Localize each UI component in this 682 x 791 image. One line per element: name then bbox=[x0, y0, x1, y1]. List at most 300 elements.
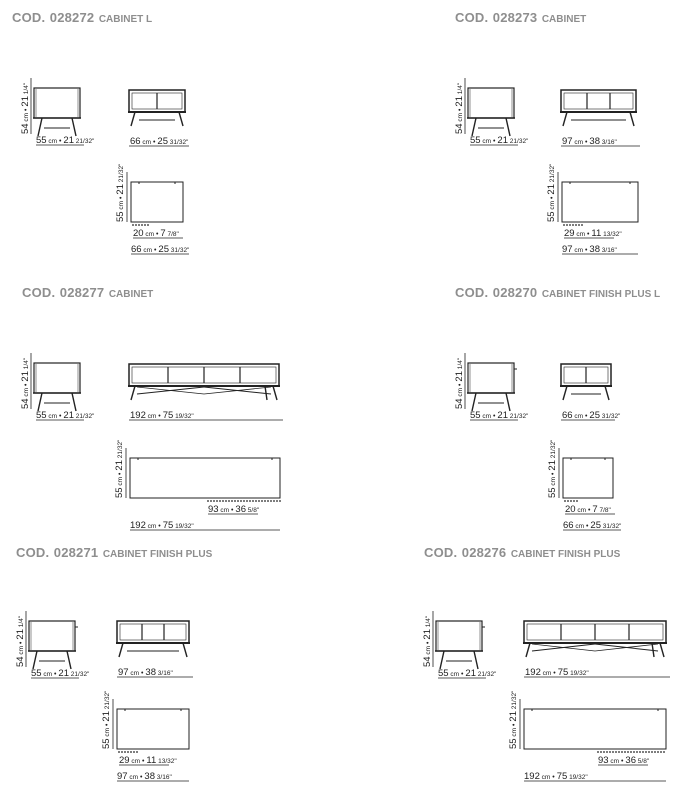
times-sign: • bbox=[511, 721, 518, 728]
leg bbox=[506, 393, 510, 411]
dimension-inch-fraction: 1/4" bbox=[18, 615, 25, 630]
dimension-label bbox=[470, 135, 529, 146]
drawing-set-5 bbox=[15, 611, 193, 782]
dimension-inch-value: 38 bbox=[589, 244, 600, 255]
sub-dimension-dot bbox=[261, 500, 263, 502]
sub-dimension-dot bbox=[276, 500, 278, 502]
sub-dimension-dot bbox=[255, 500, 257, 502]
dimension-inch-value: 21 bbox=[422, 629, 433, 640]
leg bbox=[506, 118, 510, 136]
dimension-inch-fraction: 21/32" bbox=[68, 671, 90, 678]
dimension-inch-fraction: 1/4" bbox=[425, 615, 432, 630]
sub-dimension-dot bbox=[630, 751, 632, 753]
dimension-inch-value: 38 bbox=[589, 136, 600, 147]
unit-cm: cm bbox=[448, 671, 460, 678]
sub-dimension-dot bbox=[600, 751, 602, 753]
dimension-inch-fraction: 19/32" bbox=[173, 523, 194, 530]
sub-dimension-dot bbox=[138, 224, 140, 226]
dimension-cm-value: 55 bbox=[438, 668, 449, 679]
unit-cm: cm bbox=[46, 413, 58, 420]
times-sign: • bbox=[550, 774, 557, 781]
unit-cm: cm bbox=[572, 139, 584, 146]
unit-cm: cm bbox=[511, 727, 518, 739]
dimension-inch-fraction: 21/32" bbox=[104, 690, 111, 712]
sub-dimension-dot bbox=[144, 224, 146, 226]
sub-dimension-dot bbox=[222, 500, 224, 502]
unit-cm: cm bbox=[550, 476, 557, 488]
sub-dimension-dot bbox=[572, 224, 574, 226]
unit-cm: cm bbox=[145, 413, 157, 420]
product-name: CABINET bbox=[108, 289, 154, 300]
unit-cm: cm bbox=[129, 758, 141, 765]
sub-dimension-dot bbox=[636, 751, 638, 753]
sub-dimension-dot bbox=[657, 751, 659, 753]
sub-dimension-dot bbox=[279, 500, 281, 502]
unit-cm: cm bbox=[457, 387, 464, 399]
unit-cm: cm bbox=[539, 774, 551, 781]
dimension-inch-value: 75 bbox=[556, 771, 568, 782]
sub-dimension-dot bbox=[576, 500, 578, 502]
sub-dimension-dot bbox=[124, 751, 126, 753]
dimension-label bbox=[115, 163, 126, 222]
dimension-inch-fraction: 21/32" bbox=[550, 439, 557, 461]
times-sign: • bbox=[586, 507, 593, 514]
leg bbox=[472, 118, 476, 136]
dimension-inch-value: 21 bbox=[20, 371, 31, 382]
dimension-inch-value: 7 bbox=[592, 504, 598, 515]
sub-dimension-dot bbox=[237, 500, 239, 502]
dimension-inch-fraction: 3/16" bbox=[155, 670, 173, 677]
dimension-inch-value: 36 bbox=[625, 755, 636, 766]
dimension-cm-value: 66 bbox=[562, 410, 573, 421]
unit-cm: cm bbox=[574, 231, 586, 238]
sub-dimension-dot bbox=[597, 751, 599, 753]
times-sign: • bbox=[229, 507, 236, 514]
dimension-cm-value: 55 bbox=[115, 211, 126, 222]
unit-cm: cm bbox=[457, 112, 464, 124]
sub-dimension-dot bbox=[267, 500, 269, 502]
times-sign: • bbox=[459, 671, 466, 678]
dimension-cm-value: 55 bbox=[36, 135, 47, 146]
dimension-label bbox=[565, 504, 612, 515]
leg bbox=[440, 651, 444, 669]
leg bbox=[131, 112, 135, 126]
times-sign: • bbox=[23, 106, 30, 113]
dimension-inch-fraction: 1/4" bbox=[23, 82, 30, 97]
dimension-cm-value: 55 bbox=[31, 668, 42, 679]
sub-dimension-dot bbox=[575, 224, 577, 226]
times-sign: • bbox=[57, 413, 64, 420]
unit-cm: cm bbox=[608, 758, 620, 765]
unit-cm: cm bbox=[128, 670, 140, 677]
cabinet-plan-outline bbox=[117, 709, 189, 749]
drawing-set-3 bbox=[20, 353, 283, 531]
unit-cm: cm bbox=[140, 139, 152, 146]
times-sign: • bbox=[18, 639, 25, 646]
dimension-cm-value: 54 bbox=[20, 123, 31, 134]
drawing-set-6 bbox=[422, 611, 670, 782]
dimension-cm-value: 66 bbox=[563, 520, 574, 531]
cabinet-plan-outline bbox=[563, 458, 613, 498]
unit-cm: cm bbox=[480, 138, 492, 145]
unit-cm: cm bbox=[549, 200, 556, 212]
sub-dimension-dot bbox=[246, 500, 248, 502]
unit-cm: cm bbox=[143, 231, 155, 238]
cod-label: COD. bbox=[22, 285, 56, 300]
dimension-inch-value: 11 bbox=[146, 755, 157, 766]
cod-number: 028273 bbox=[492, 10, 538, 25]
dimension-inch-fraction: 19/32" bbox=[568, 670, 589, 677]
times-sign: • bbox=[140, 758, 147, 765]
product-name: CABINET L bbox=[98, 14, 153, 25]
cabinet-elevation-body bbox=[561, 90, 636, 112]
dimension-inch-fraction: 19/32" bbox=[173, 413, 194, 420]
dimension-label bbox=[119, 755, 177, 766]
dimension-inch-value: 7 bbox=[160, 228, 166, 239]
dimension-label bbox=[562, 410, 621, 421]
dimension-label bbox=[15, 615, 26, 667]
times-sign: • bbox=[491, 138, 498, 145]
dimension-inch-fraction: 7/8" bbox=[165, 231, 179, 238]
sub-dimension-dot bbox=[618, 751, 620, 753]
times-sign: • bbox=[457, 106, 464, 113]
unit-cm: cm bbox=[575, 507, 587, 514]
dimension-label bbox=[130, 136, 189, 147]
dimension-label bbox=[131, 244, 190, 255]
unit-cm: cm bbox=[145, 523, 157, 530]
dimension-cm-value: 55 bbox=[470, 135, 481, 146]
dimension-label bbox=[524, 771, 588, 782]
unit-cm: cm bbox=[41, 671, 53, 678]
cabinet-front-body bbox=[29, 621, 75, 651]
dimension-label bbox=[598, 755, 650, 766]
dimension-label bbox=[508, 690, 519, 749]
times-sign: • bbox=[585, 231, 592, 238]
sub-dimension-dot bbox=[663, 751, 665, 753]
dimension-cm-value: 54 bbox=[20, 398, 31, 409]
leg bbox=[72, 393, 76, 411]
times-sign: • bbox=[52, 671, 59, 678]
sub-dimension-dot bbox=[210, 500, 212, 502]
inner-frame bbox=[564, 93, 633, 109]
sub-dimension-dot bbox=[213, 500, 215, 502]
leg bbox=[67, 651, 71, 669]
times-sign: • bbox=[151, 139, 158, 146]
sub-dimension-dot bbox=[615, 751, 617, 753]
sub-dimension-dot bbox=[642, 751, 644, 753]
dimension-label bbox=[114, 439, 125, 498]
dimension-cm-value: 192 bbox=[130, 410, 146, 421]
sub-dimension-dot bbox=[228, 500, 230, 502]
drawing-set-2 bbox=[454, 78, 640, 255]
sub-dimension-dot bbox=[231, 500, 233, 502]
times-sign: • bbox=[491, 413, 498, 420]
dimension-inch-fraction: 1/4" bbox=[457, 357, 464, 372]
leg bbox=[273, 386, 277, 400]
sub-dimension-dot bbox=[624, 751, 626, 753]
dimension-cm-value: 192 bbox=[525, 667, 541, 678]
times-sign: • bbox=[156, 523, 163, 530]
unit-cm: cm bbox=[572, 413, 584, 420]
product-name: CABINET bbox=[541, 14, 587, 25]
dimension-inch-fraction: 3/16" bbox=[154, 774, 172, 781]
sub-dimension-dot bbox=[132, 224, 134, 226]
dimension-inch-fraction: 5/8" bbox=[245, 507, 260, 514]
dimension-inch-value: 21 bbox=[497, 135, 508, 146]
dimension-label bbox=[31, 668, 90, 679]
unit-cm: cm bbox=[23, 112, 30, 124]
drawing-set-1 bbox=[20, 78, 190, 255]
dimension-inch-value: 75 bbox=[162, 410, 174, 421]
times-sign: • bbox=[583, 413, 590, 420]
dimension-inch-fraction: 31/32" bbox=[600, 523, 622, 530]
sub-dimension-dot bbox=[651, 751, 653, 753]
times-sign: • bbox=[104, 721, 111, 728]
dimension-inch-fraction: 1/4" bbox=[23, 357, 30, 372]
times-sign: • bbox=[551, 670, 558, 677]
dimension-inch-value: 36 bbox=[235, 504, 246, 515]
dimension-inch-fraction: 31/32" bbox=[167, 139, 189, 146]
times-sign: • bbox=[154, 231, 161, 238]
leg bbox=[472, 393, 476, 411]
leg bbox=[33, 651, 37, 669]
sub-dimension-dot bbox=[234, 500, 236, 502]
dimension-label bbox=[208, 504, 260, 515]
sub-dimension-dot bbox=[654, 751, 656, 753]
dimension-inch-fraction: 31/32" bbox=[599, 413, 621, 420]
dimension-cm-value: 97 bbox=[562, 136, 573, 147]
dimension-inch-fraction: 21/32" bbox=[511, 690, 518, 712]
sub-dimension-dot bbox=[270, 500, 272, 502]
dimension-inch-value: 21 bbox=[454, 371, 465, 382]
leg bbox=[563, 386, 567, 400]
dimension-inch-value: 21 bbox=[115, 184, 126, 195]
dimension-cm-value: 55 bbox=[547, 487, 558, 498]
sub-dimension-dot bbox=[612, 751, 614, 753]
sub-dimension-dot bbox=[127, 751, 129, 753]
cod-label: COD. bbox=[455, 285, 489, 300]
product-name: CABINET FINISH PLUS bbox=[102, 549, 213, 560]
sub-dimension-dot bbox=[606, 751, 608, 753]
dimension-label bbox=[117, 771, 172, 782]
sub-dimension-dot bbox=[578, 224, 580, 226]
dimension-cm-value: 97 bbox=[117, 771, 128, 782]
sub-dimension-dot bbox=[639, 751, 641, 753]
sub-dimension-dot bbox=[273, 500, 275, 502]
dimension-inch-value: 38 bbox=[144, 771, 155, 782]
dimension-label bbox=[563, 520, 622, 531]
sub-dimension-dot bbox=[566, 224, 568, 226]
unit-cm: cm bbox=[573, 523, 585, 530]
dimension-cm-value: 192 bbox=[130, 520, 146, 531]
times-sign: • bbox=[549, 194, 556, 201]
cabinet-plan-outline bbox=[130, 458, 280, 498]
sub-dimension-dot bbox=[136, 751, 138, 753]
cabinet-front-body bbox=[34, 363, 80, 393]
sub-dimension-dot bbox=[564, 500, 566, 502]
cabinet-front-body bbox=[436, 621, 482, 651]
unit-cm: cm bbox=[46, 138, 58, 145]
dimension-cm-value: 20 bbox=[133, 228, 144, 239]
dimension-label bbox=[470, 410, 529, 421]
cod-number: 028272 bbox=[49, 10, 95, 25]
leg bbox=[265, 386, 267, 400]
sub-dimension-dot bbox=[216, 500, 218, 502]
times-sign: • bbox=[139, 670, 146, 677]
dimension-cm-value: 29 bbox=[119, 755, 130, 766]
dimension-inch-value: 21 bbox=[114, 460, 125, 471]
dimension-label bbox=[130, 520, 194, 531]
dimension-inch-fraction: 21/32" bbox=[549, 163, 556, 185]
sub-dimension-dot bbox=[570, 500, 572, 502]
unit-cm: cm bbox=[141, 247, 153, 254]
dimension-inch-value: 21 bbox=[15, 629, 26, 640]
dimension-cm-value: 55 bbox=[101, 738, 112, 749]
dimension-cm-value: 54 bbox=[422, 656, 433, 667]
times-sign: • bbox=[619, 758, 626, 765]
product-name: CABINET FINISH PLUS bbox=[510, 549, 621, 560]
cabinet-plan-outline bbox=[524, 709, 666, 749]
sub-dimension-dot bbox=[252, 500, 254, 502]
inner-frame bbox=[120, 624, 186, 640]
dimension-label bbox=[454, 82, 465, 134]
dimension-inch-fraction: 3/16" bbox=[599, 247, 617, 254]
cabinet-plan-outline bbox=[131, 182, 183, 222]
dimension-cm-value: 97 bbox=[118, 667, 129, 678]
dimension-cm-value: 54 bbox=[15, 656, 26, 667]
unit-cm: cm bbox=[118, 200, 125, 212]
times-sign: • bbox=[457, 381, 464, 388]
sub-dimension-dot bbox=[645, 751, 647, 753]
sub-dimension-dot bbox=[243, 500, 245, 502]
leg bbox=[38, 118, 42, 136]
dimension-label bbox=[562, 136, 617, 147]
times-sign: • bbox=[57, 138, 64, 145]
sub-dimension-dot bbox=[130, 751, 132, 753]
dimension-inch-value: 21 bbox=[63, 135, 74, 146]
leg bbox=[131, 386, 135, 400]
dimension-label bbox=[36, 135, 95, 146]
times-sign: • bbox=[583, 247, 590, 254]
dimension-label bbox=[564, 228, 622, 239]
dimension-inch-value: 21 bbox=[454, 96, 465, 107]
cabinet-front-body bbox=[34, 88, 80, 118]
sub-dimension-dot bbox=[225, 500, 227, 502]
dimension-inch-value: 25 bbox=[158, 244, 169, 255]
times-sign: • bbox=[425, 639, 432, 646]
dimension-inch-value: 21 bbox=[20, 96, 31, 107]
dimension-inch-fraction: 3/16" bbox=[599, 139, 617, 146]
sub-dimension-dot bbox=[569, 224, 571, 226]
dimension-label bbox=[118, 667, 173, 678]
dimension-inch-value: 25 bbox=[590, 520, 601, 531]
dimension-inch-fraction: 7/8" bbox=[597, 507, 611, 514]
leg bbox=[119, 643, 123, 657]
dimension-label bbox=[422, 615, 433, 667]
dimension-cm-value: 55 bbox=[470, 410, 481, 421]
sub-dimension-dot bbox=[133, 751, 135, 753]
dimension-inch-fraction: 1/4" bbox=[457, 82, 464, 97]
times-sign: • bbox=[152, 247, 159, 254]
dimension-inch-fraction: 21/32" bbox=[507, 138, 529, 145]
dimension-inch-fraction: 31/32" bbox=[168, 247, 190, 254]
dimension-inch-value: 75 bbox=[557, 667, 569, 678]
dimension-label bbox=[562, 244, 617, 255]
leg bbox=[652, 643, 654, 657]
leg bbox=[563, 112, 567, 126]
dimension-inch-fraction: 21/32" bbox=[475, 671, 497, 678]
unit-cm: cm bbox=[117, 476, 124, 488]
dimension-cm-value: 55 bbox=[114, 487, 125, 498]
dimension-cm-value: 29 bbox=[564, 228, 575, 239]
sub-dimension-dot bbox=[264, 500, 266, 502]
cabinet-plan-outline bbox=[562, 182, 638, 222]
sub-dimension-dot bbox=[240, 500, 242, 502]
unit-cm: cm bbox=[425, 645, 432, 657]
dimension-cm-value: 66 bbox=[130, 136, 141, 147]
cod-label: COD. bbox=[16, 545, 50, 560]
product-name: CABINET FINISH PLUS L bbox=[541, 289, 661, 300]
sub-dimension-dot bbox=[573, 500, 575, 502]
sub-dimension-dot bbox=[563, 224, 565, 226]
cod-label: COD. bbox=[12, 10, 46, 25]
dimension-inch-fraction: 21/32" bbox=[507, 413, 529, 420]
dimension-inch-fraction: 19/32" bbox=[567, 774, 588, 781]
dimension-label bbox=[20, 82, 31, 134]
dimension-cm-value: 192 bbox=[524, 771, 540, 782]
dimension-label bbox=[133, 228, 180, 239]
dimension-cm-value: 55 bbox=[546, 211, 557, 222]
dimension-cm-value: 66 bbox=[131, 244, 142, 255]
sub-dimension-dot bbox=[581, 224, 583, 226]
dimension-inch-fraction: 5/8" bbox=[635, 758, 650, 765]
dimension-cm-value: 54 bbox=[454, 398, 465, 409]
unit-cm: cm bbox=[572, 247, 584, 254]
dimension-inch-value: 21 bbox=[63, 410, 74, 421]
sub-dimension-dot bbox=[258, 500, 260, 502]
dimension-inch-value: 21 bbox=[508, 711, 519, 722]
sub-dimension-dot bbox=[660, 751, 662, 753]
sub-dimension-dot bbox=[141, 224, 143, 226]
unit-cm: cm bbox=[23, 387, 30, 399]
dimension-cm-value: 54 bbox=[454, 123, 465, 134]
cod-number: 028271 bbox=[53, 545, 99, 560]
sub-dimension-dot bbox=[219, 500, 221, 502]
dimension-inch-value: 21 bbox=[546, 184, 557, 195]
cod-label: COD. bbox=[455, 10, 489, 25]
unit-cm: cm bbox=[218, 507, 230, 514]
sub-dimension-dot bbox=[621, 751, 623, 753]
cod-number: 028277 bbox=[59, 285, 105, 300]
dimension-inch-value: 21 bbox=[497, 410, 508, 421]
dimension-inch-value: 21 bbox=[465, 668, 476, 679]
leg bbox=[474, 651, 478, 669]
dimension-inch-fraction: 13/32" bbox=[156, 758, 177, 765]
dimension-inch-value: 38 bbox=[145, 667, 156, 678]
dimension-inch-fraction: 13/32" bbox=[601, 231, 622, 238]
sub-dimension-dot bbox=[207, 500, 209, 502]
cabinet-front-body bbox=[468, 363, 514, 393]
dimension-cm-value: 93 bbox=[208, 504, 219, 515]
dimension-label bbox=[546, 163, 557, 222]
leg bbox=[526, 643, 530, 657]
times-sign: • bbox=[583, 139, 590, 146]
sub-dimension-dot bbox=[118, 751, 120, 753]
dimension-label bbox=[454, 357, 465, 409]
dimension-label bbox=[20, 357, 31, 409]
dimension-inch-value: 21 bbox=[547, 460, 558, 471]
sub-dimension-dot bbox=[609, 751, 611, 753]
